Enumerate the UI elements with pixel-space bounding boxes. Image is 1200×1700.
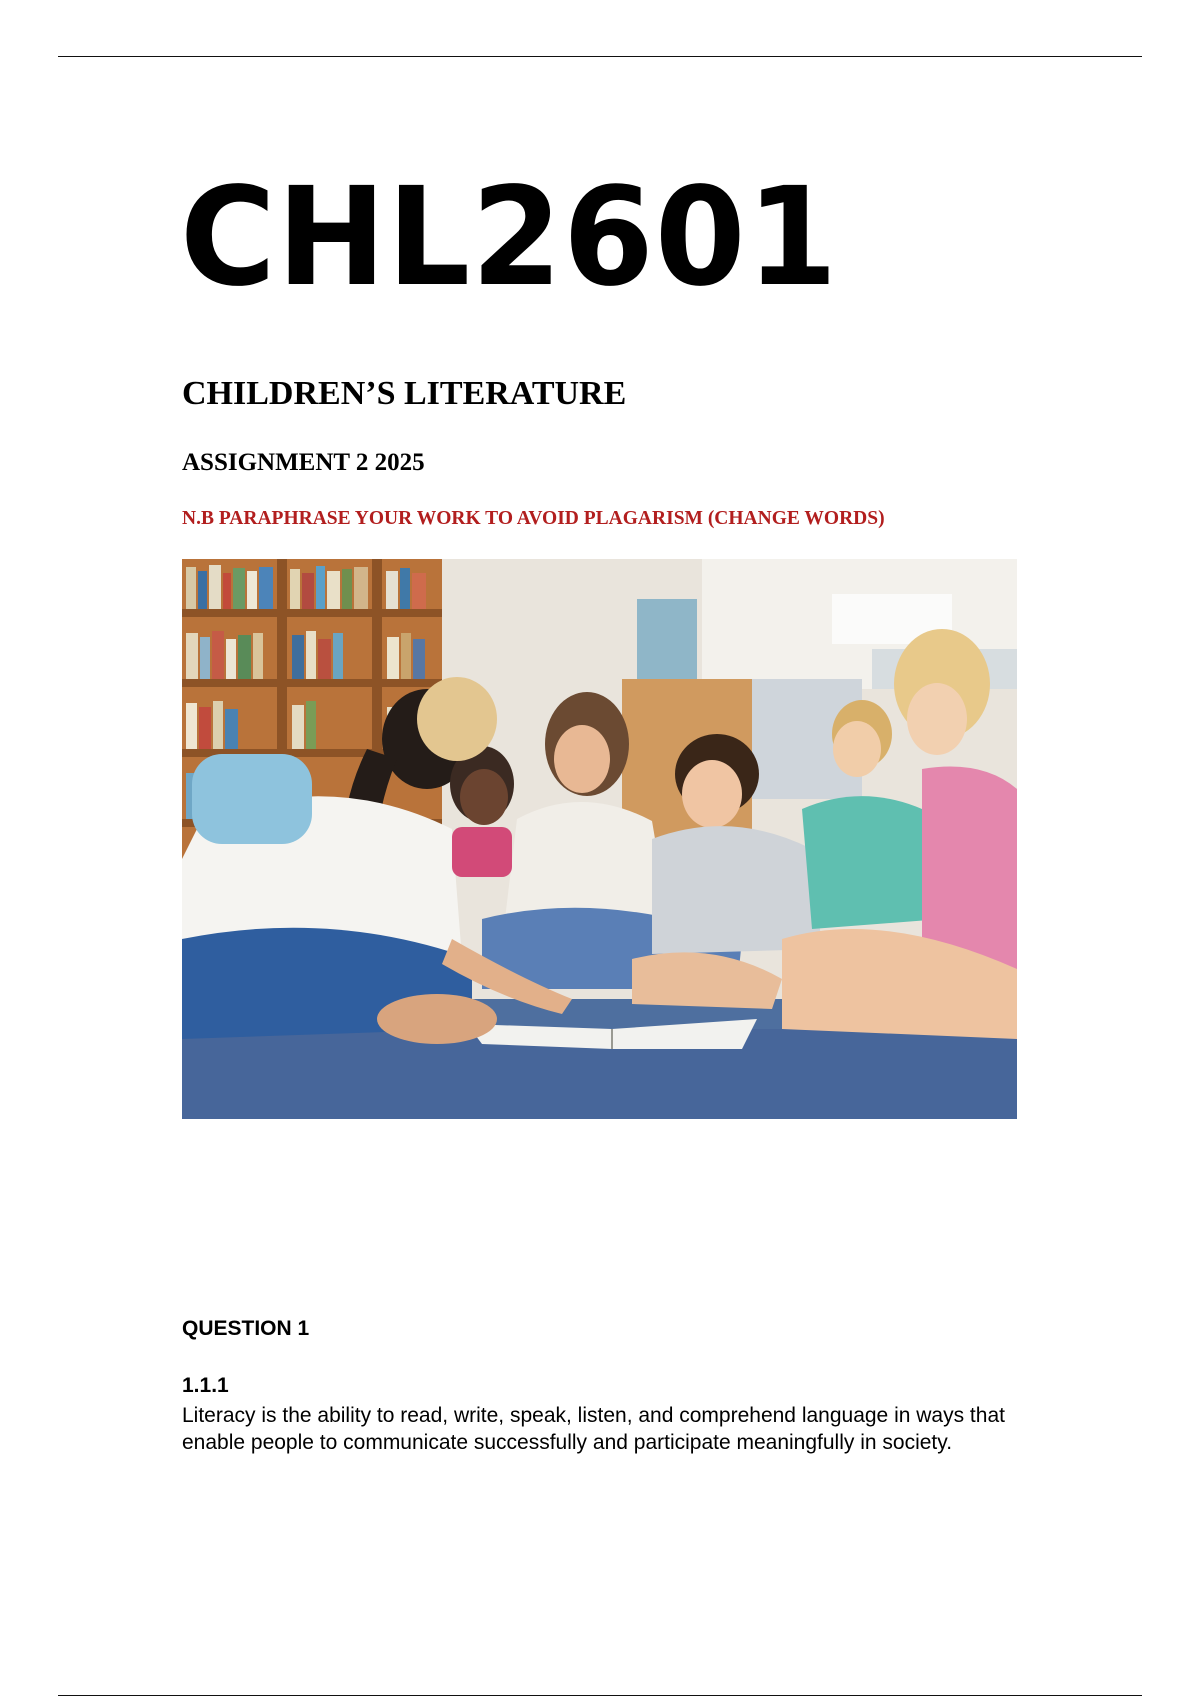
plagiarism-notice: N.B PARAPHRASE YOUR WORK TO AVOID PLAGARISM (CHANGE WORDS) [182, 508, 885, 529]
bottom-divider [58, 1695, 1142, 1696]
assignment-label: ASSIGNMENT 2 2025 [182, 449, 425, 476]
answer-text: Literacy is the ability to read, write, speak, listen, and comprehend language in ways that enable people to communicate successfully and participate meaningfully in society. [182, 1404, 1005, 1454]
cover-photo [182, 559, 1017, 1119]
top-divider [58, 56, 1142, 57]
question-heading: QUESTION 1 [182, 1317, 310, 1340]
course-code: CHL2601 [180, 159, 839, 317]
question-number: 1.1.1 [182, 1374, 229, 1397]
document-title: CHILDREN’S LITERATURE [182, 375, 627, 412]
